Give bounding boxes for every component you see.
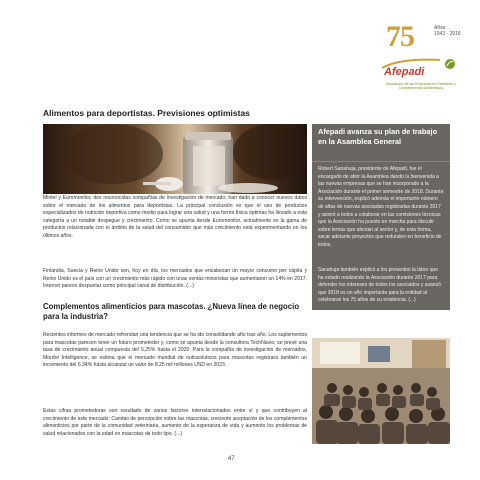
sidebar-box bbox=[312, 124, 450, 310]
leaf-icon bbox=[444, 58, 456, 70]
logo-tagline: Asociación de las Empresas de Dietéticos y Complementos Alimenticios bbox=[386, 82, 456, 91]
sports-supplement-image bbox=[43, 124, 307, 194]
sidebar-paragraph-1: Robert Sanahuja, presidente de Afepadi, fue el encargado de abrir la Asamblea dando la bienvenida a las nuevas empresas que se han incorporado a la Asociación durante el primer semestre de 2018. Durante su intervención, explicó además el importante número de altas de nuevas asociadas registradas durante 2017 y animó a todos a colaborar en las comisiones técnicas que la Asociación ha puesto en marcha para discutir sobre temas que afectan al sector y, de esta forma, sacar adelante proyectos que redunden en beneficio de todos. bbox=[318, 166, 444, 248]
logo-years bbox=[434, 25, 462, 37]
article2-title: Complementos alimenticios para mascotas. ¿Nueva línea de negocio para la industria? bbox=[43, 302, 300, 321]
article2-paragraph-2: Estas cifras prometedoras son resultado de varios factores interrelacionados entre sí y que contribuyen al crecimiento de este mercado: Cambio de percepción sobre las mascotas, creciente aceptación de los complementos alimenticios por parte de la comunidad veterinaria, aumento de la esperanza de vida y aumento los problemas de salud relacionados con la edad en mascotas de todo tipo. (...) bbox=[43, 408, 307, 437]
sidebar-title: Afepadi avanza su plan de trabajo en la Asamblea General bbox=[318, 127, 438, 147]
sports-supplement-photo bbox=[43, 124, 307, 194]
logo-brand: Afepadi bbox=[384, 66, 425, 78]
logo-years-label: Años bbox=[434, 25, 446, 31]
logo-years-range: 1943 - 2018 bbox=[434, 31, 461, 37]
logo-75-number: 75 bbox=[386, 20, 414, 53]
assembly-meeting-image bbox=[312, 338, 450, 444]
sidebar-divider bbox=[312, 161, 450, 162]
article1-title: Alimentos para deportistas. Previsiones optimistas bbox=[43, 108, 250, 118]
assembly-photo bbox=[312, 338, 450, 444]
article2-paragraph-1: Recientes informes de mercado refrendan una tendencia que se ha ido consolidando año tras año. Los suplementos para mascotas parecen tener un futuro prometedor y, como se apunta desde la consultora TechNavio, se prevé una tasa de crecimiento anual compuesta del 5,25% hasta el 2020. Para la compañía de investigación de mercados, Mordor Intelligence, se estima que el mercado mundial de nutracéuticos para mascotas registrará también un incremento del 6,34% hasta alcanzar un valor de 8.25 mil millones USD en 2023. bbox=[43, 332, 307, 369]
article1-paragraph-1: Mintel y Euromonitor, dos reconocidas compañías de investigación de mercado, han dado a conocer nuevos datos sobre el mercado de los alimentos para deportistas. La principal conclusión es que el uso de productos especializados de nutrición deportiva como medio para lograr una salud y una forma física óptimas ha llevado a esta categoría a un notable despegue y crecimiento. Como se apunta desde Euromonitor, actualmente es la gama de productos relacionada con el ámbito de la salud del consumidor que más crecimiento está experimentando en los últimos años. bbox=[43, 195, 307, 239]
sidebar-paragraph-2: Sanahuja también explicó a los presentes la labor que ha estado realizando la Asociación durante 2017 para defender los intereses de todos los asociados y avanzó que 2018 es un año importante para la entidad al celebrarse los 75 años de su existencia. (...) bbox=[318, 267, 441, 304]
page-number: 47 bbox=[228, 456, 235, 462]
afepadi-logo bbox=[380, 22, 460, 94]
article1-paragraph-2: Finlandia, Suecia y Reino Unido son, hoy en día, los mercados que encabezan un mayor consumo per cápita y Reino Unido es el país con un crecimiento más rápido con unas ventas minoristas que aumentaron un 14% en 2017. Internet parece despuntar como principal canal de distribución. (...) bbox=[43, 268, 307, 290]
